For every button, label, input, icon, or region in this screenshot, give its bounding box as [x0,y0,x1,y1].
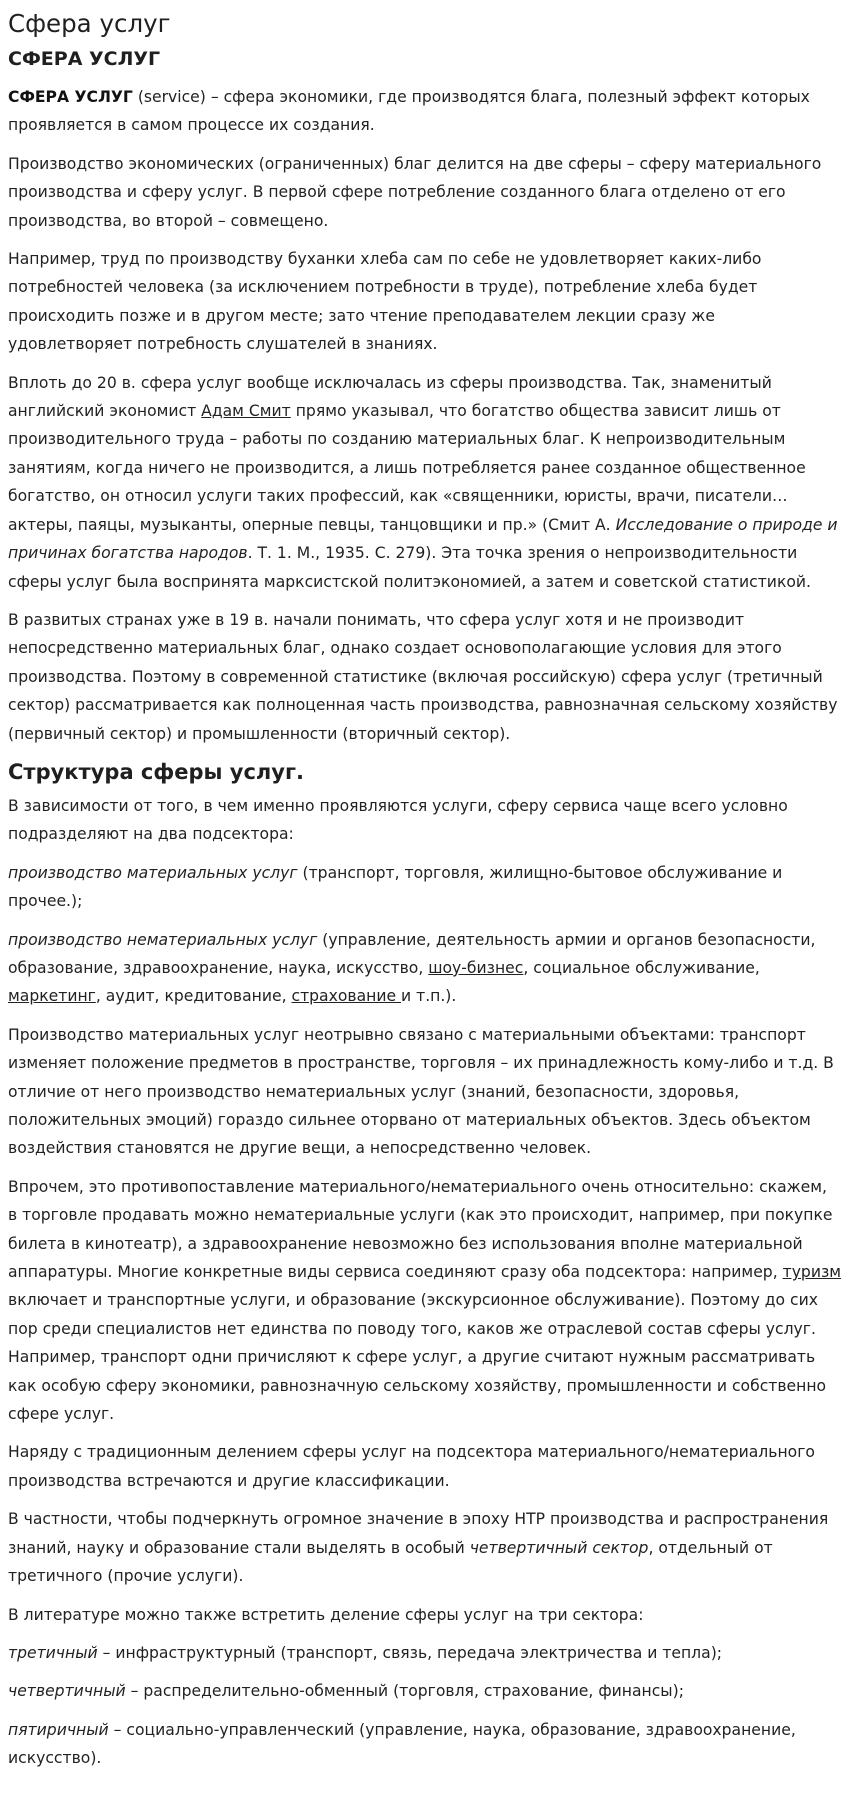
heading-structure: Структура сферы услуг. [8,759,304,784]
link-insurance[interactable]: страхование [291,987,402,1006]
paragraph-nonmaterial-services [8,926,841,1011]
link-adam-smith[interactable]: Адам Смит [201,402,291,421]
link-tourism[interactable]: туризм [782,1263,842,1282]
text-segment: , социальное обслуживание, [523,958,760,977]
text-segment: , отдельный от третичного (прочие услуги). [8,1538,773,1586]
text-segment: Вплоть до 20 в. сфера услуг вообще исключалась из сферы производства. Так, знаменитый английский экономист [8,373,772,421]
text-segment: , аудит, кредитование, [95,987,292,1006]
definition-text: (service) – сфера экономики, где производятся блага, полезный эффект которых проявляется в самом процессе их создания. [8,88,810,135]
italic-term: производство нематериальных услуг [8,930,318,949]
paragraph-spheres: Производство экономических (ограниченных) благ делится на две сферы – сферу материального производства и сферу услуг. В первой сфере потребление созданного блага отделено от его производства, во второй – совмещено. [8,154,822,230]
paragraph-bread-example: Например, труд по производству буханки хлеба сам по себе не удовлетворяет каких-либо потребностей человека (за исключением потребности в труде), потребление хлеба будет происходить позже и в другом месте; зато чтение преподавателем лекции сразу же удовлетворяет потребность слушателей в знаниях. [8,250,762,354]
italic-term: пятиричный [8,1720,109,1739]
text-segment: – распределительно-обменный (торговля, страхование, финансы); [125,1682,684,1701]
italic-term: производство материальных услуг [8,863,298,882]
paragraph-other-classifications: Наряду с традиционным делением сферы услуг на подсектора материального/нематериального производства встречаются и другие классификации. [8,1443,815,1490]
text-segment: – инфраструктурный (транспорт, связь, передача электричества и тепла); [97,1643,723,1662]
text-segment: . Т. 1. М., 1935. С. 279). Эта точка зрения о непроизводительности сферы услуг была воспринята марксистской политэкономией, а затем и советской статистикой. [8,544,811,591]
paragraph-three-sectors-intro: В литературе можно также встретить деление сферы услуг на три сектора: [8,1605,644,1624]
list-item-tertiary [8,1639,841,1667]
italic-term: третичный [8,1643,98,1662]
page-title: Сфера услуг [8,9,171,38]
text-segment: Впрочем, это противопоставление материального/нематериального очень относительно: скажем, в торговле продавать можно нематериальные услуги (как это происходит, например, при покупке билета в кинотеатр), а здравоохранение невозможно без использования вполне материальной аппаратуры. Многие конкретные виды сервиса соединяют сразу оба подсектора: например, [8,1177,833,1282]
book-title: Исследование о природе и причинах богатства народов [8,515,838,563]
paragraph-material-vs-nonmaterial: Производство материальных услуг неотрывно связано с материальными объектами: транспорт изменяет положение предметов в пространстве, торговля – их принадлежность кому-либо и т.д. В отличие от него производство нематериальных услуг (знаний, безопасности, здоровья, положительных эмоций) гораздо сильнее оторвано от материальных объектов. Здесь объектом воздействия становятся не другие вещи, а непосредственно человек. [8,1025,834,1158]
italic-term: четвертичный сектор [469,1538,649,1557]
text-segment: В частности, чтобы подчеркнуть огромное значение в эпоху НТР производства и распространения знаний, науку и образование стали выделять в особый [8,1510,829,1557]
text-segment: и т.п.). [401,987,457,1006]
paragraph-material-services [8,859,841,916]
paragraph-relativity [8,1173,841,1429]
text-segment: (управление, деятельность армии и органов безопасности, образование, здравоохранение, наука, искусство, [8,930,816,977]
paragraph-history [8,369,841,596]
paragraph-subsectors-intro: В зависимости от того, в чем именно проявляются услуги, сферу сервиса чаще всего условно подразделяют на два подсектора: [8,796,788,844]
link-show-business[interactable]: шоу-бизнес [428,958,524,977]
paragraph-definition [8,83,841,140]
text-segment: – социально-управленческий (управление, наука, образование, здравоохранение, искусство). [8,1720,796,1768]
list-item-quaternary [8,1677,841,1705]
list-item-quinary [8,1716,841,1773]
italic-term: четвертичный [8,1682,126,1701]
paragraph-developed-countries: В развитых странах уже в 19 в. начали понимать, что сфера услуг хотя и не производит непосредственно материальных благ, однако создает основополагающие условия для этого производства. Поэтому в современной статистике (включая российскую) сфера услуг (третичный сектор) рассматривается как полноценная часть производства, равнозначная сельскому хозяйству (первичный сектор) и промышленности (вторичный сектор). [8,610,838,743]
text-segment: (транспорт, торговля, жилищно-бытовое обслуживание и прочее.); [8,863,783,911]
link-marketing[interactable]: маркетинг [8,987,96,1006]
text-segment: включает и транспортные услуги, и образование (экскурсионное обслуживание). Поэтому до сих пор среди специалистов нет единства по поводу того, каков же отраслевой состав сферы услуг. Например, транспорт одни причисляют к сфере услуг, а другие считают нужным рассматривать как особую сферу экономики, равнозначную сельскому хозяйству, промышленности и собственно сфере услуг. [8,1291,827,1424]
section-heading: СФЕРА УСЛУГ [8,48,161,70]
text-segment: прямо указывал, что богатство общества зависит лишь от производительного труда – работы по созданию материальных благ. К непроизводительным занятиям, когда ничего не производится, а лишь потребляется ранее созданное общественное богатство, он относил услуги таких профессий, как «священники, юристы, врачи, писатели… актеры, паяцы, музыканты, оперные певцы, танцовщики и пр.» (Смит А. [8,402,806,534]
paragraph-quaternary [8,1505,841,1590]
definition-term: СФЕРА УСЛУГ [8,88,133,106]
